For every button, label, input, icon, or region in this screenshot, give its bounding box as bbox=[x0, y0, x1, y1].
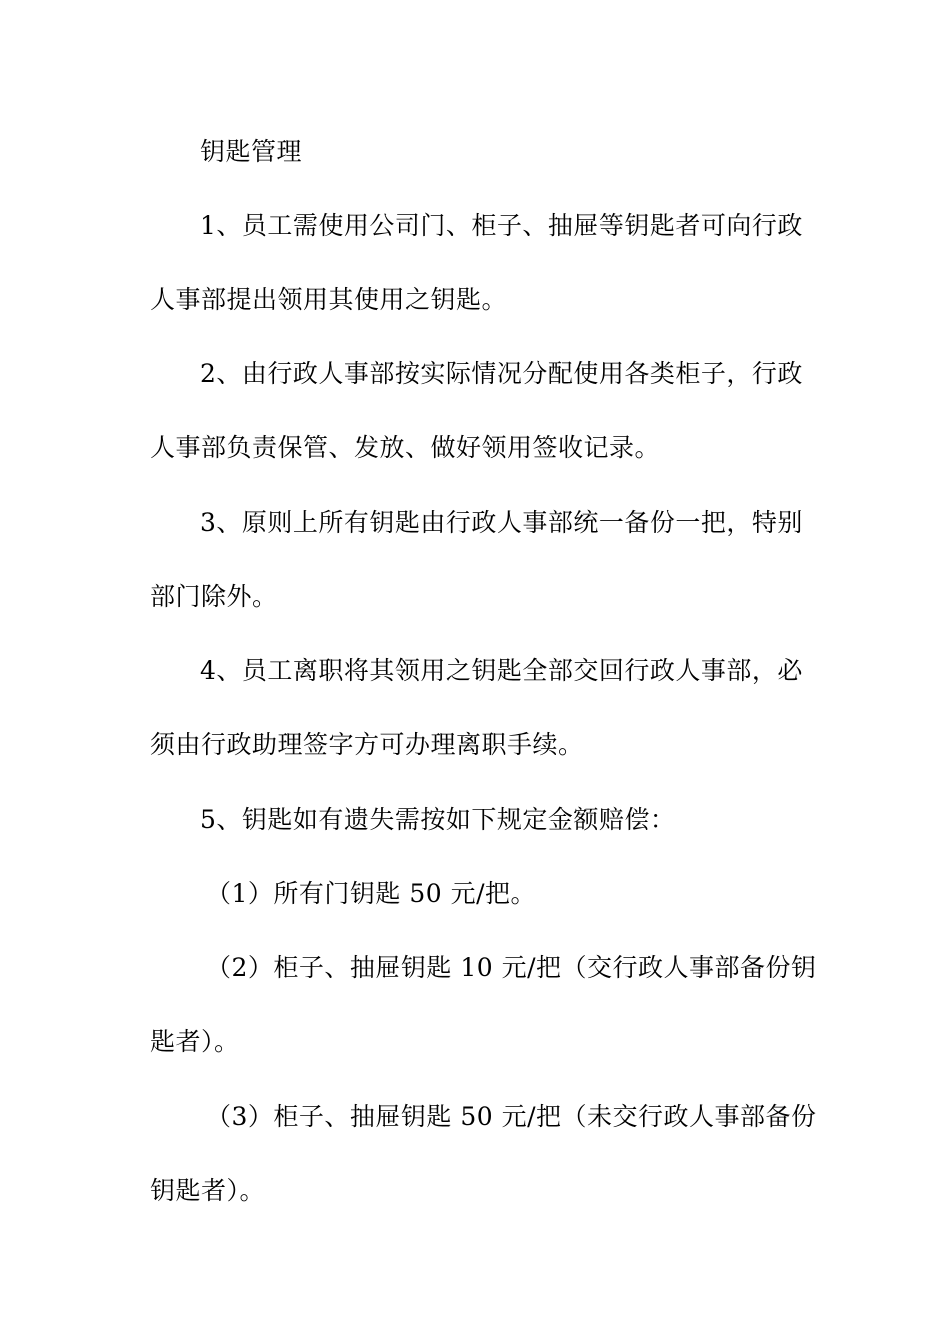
paragraph-line: 人事部提出领用其使用之钥匙。 bbox=[150, 285, 508, 314]
list-item: （2）柜子、抽屉钥匙 10 元/把（交行政人事部备份钥 bbox=[206, 953, 817, 982]
list-item: （1）所有门钥匙 50 元/把。 bbox=[206, 879, 537, 908]
document-title: 钥匙管理 bbox=[200, 137, 303, 166]
paragraph-line: 4、员工离职将其领用之钥匙全部交回行政人事部，必 bbox=[200, 656, 803, 685]
paragraph-line: 3、原则上所有钥匙由行政人事部统一备份一把，特别 bbox=[200, 508, 803, 537]
paragraph-line: 2、由行政人事部按实际情况分配使用各类柜子，行政 bbox=[200, 359, 803, 388]
paragraph-line: 钥匙者）。 bbox=[150, 1176, 266, 1205]
paragraph-line: 须由行政助理签字方可办理离职手续。 bbox=[150, 730, 584, 759]
paragraph-line: 5、钥匙如有遗失需按如下规定金额赔偿： bbox=[200, 805, 676, 834]
paragraph-line: 匙者）。 bbox=[150, 1027, 240, 1056]
list-item: （3）柜子、抽屉钥匙 50 元/把（未交行政人事部备份 bbox=[206, 1102, 817, 1131]
paragraph-line: 部门除外。 bbox=[150, 582, 278, 611]
paragraph-line: 人事部负责保管、发放、做好领用签收记录。 bbox=[150, 433, 661, 462]
paragraph-line: 1、员工需使用公司门、柜子、抽屉等钥匙者可向行政 bbox=[200, 211, 803, 240]
